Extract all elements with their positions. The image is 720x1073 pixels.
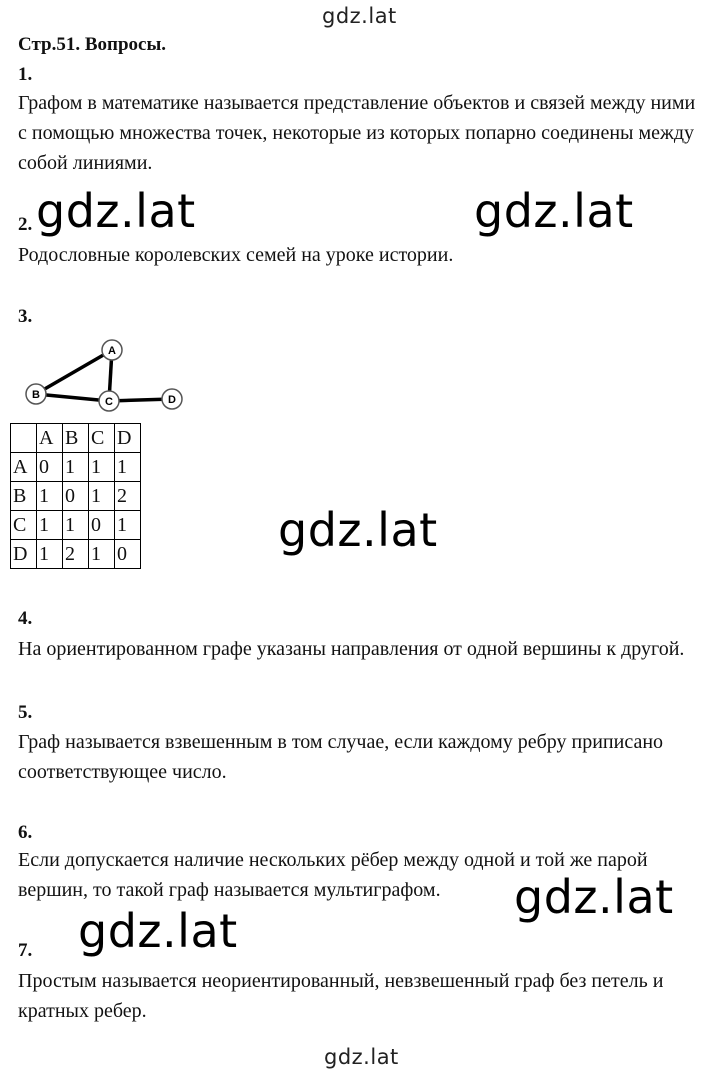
matrix-cell: 1 — [37, 482, 63, 511]
question-7-answer — [18, 966, 718, 1026]
matrix-cell: 1 — [89, 453, 115, 482]
matrix-cell: B — [63, 424, 89, 453]
graph-edge — [36, 350, 112, 394]
matrix-header-row — [11, 424, 141, 453]
matrix-cell: D — [11, 540, 37, 569]
question-7-number: 7. — [18, 940, 33, 961]
question-6-line: вершин, то такой граф называется мультиграфом. — [18, 879, 441, 901]
matrix-cell: A — [37, 424, 63, 453]
graph-node — [162, 389, 182, 409]
question-1-line: Графом в математике называется представление объектов и связей между ними — [18, 92, 696, 114]
watermark-top: gdz.lat — [322, 4, 397, 28]
question-3-number: 3. — [18, 306, 33, 327]
graph-node-label: D — [168, 394, 176, 406]
graph-node — [99, 391, 119, 411]
graph-edge — [36, 394, 109, 401]
matrix-cell: 0 — [89, 511, 115, 540]
matrix-row — [11, 482, 141, 511]
matrix-cell: 0 — [115, 540, 141, 569]
matrix-cell: 1 — [37, 540, 63, 569]
matrix-cell: 1 — [37, 511, 63, 540]
graph-node — [102, 340, 122, 360]
question-6-number: 6. — [18, 822, 33, 843]
matrix-cell: 0 — [37, 453, 63, 482]
question-5-number: 5. — [18, 702, 33, 723]
question-7-line: Простым называется неориентированный, невзвешенный граф без петель и — [18, 970, 664, 992]
matrix-cell: 1 — [63, 453, 89, 482]
question-1-line: с помощью множества точек, некоторые из которых попарно соединены между — [18, 122, 695, 144]
matrix-cell: C — [11, 511, 37, 540]
matrix-row — [11, 540, 141, 569]
watermark-big: gdz.lat — [278, 503, 438, 557]
matrix-cell: 1 — [89, 540, 115, 569]
graph-node — [26, 384, 46, 404]
question-5-answer — [18, 727, 718, 787]
matrix-row — [11, 511, 141, 540]
question-6-line: Если допускается наличие нескольких рёбер между одной и той же парой — [18, 849, 648, 871]
graph-node-label: B — [32, 389, 40, 401]
question-7-line: кратных ребер. — [18, 1000, 147, 1022]
matrix-cell: C — [89, 424, 115, 453]
graph-diagram — [20, 338, 190, 418]
matrix-cell: A — [11, 453, 37, 482]
question-4-answer: На ориентированном графе указаны направления от одной вершины к другой. — [18, 638, 685, 660]
graph-node-label: A — [108, 345, 116, 357]
question-4-number: 4. — [18, 608, 33, 629]
matrix-cell: 0 — [63, 482, 89, 511]
adjacency-matrix — [10, 423, 141, 569]
matrix-row — [11, 453, 141, 482]
question-5-line: Граф называется взвешенным в том случае, если каждому ребру приписано — [18, 731, 664, 753]
watermark-bottom: gdz.lat — [324, 1045, 399, 1069]
question-1-number: 1. — [18, 64, 33, 85]
question-5-line: соответствующее число. — [18, 761, 227, 783]
matrix-cell: B — [11, 482, 37, 511]
matrix-cell: 2 — [63, 540, 89, 569]
watermark-big: gdz.lat — [78, 904, 238, 958]
matrix-cell: D — [115, 424, 141, 453]
graph-node-label: C — [105, 396, 113, 408]
question-1-answer — [18, 88, 718, 178]
matrix-cell — [11, 424, 37, 453]
watermark-big: gdz.lat — [514, 870, 674, 924]
matrix-cell: 1 — [63, 511, 89, 540]
question-2-answer: Родословные королевских семей на уроке истории. — [18, 244, 454, 266]
matrix-cell: 1 — [115, 453, 141, 482]
page-heading: Стр.51. Вопросы. — [18, 34, 167, 55]
watermark-big: gdz.lat — [36, 184, 196, 238]
question-1-line: собой линиями. — [18, 152, 153, 174]
watermark-big: gdz.lat — [474, 184, 634, 238]
matrix-cell: 2 — [115, 482, 141, 511]
matrix-cell: 1 — [89, 482, 115, 511]
question-2-number: 2. — [18, 214, 33, 235]
matrix-cell: 1 — [115, 511, 141, 540]
